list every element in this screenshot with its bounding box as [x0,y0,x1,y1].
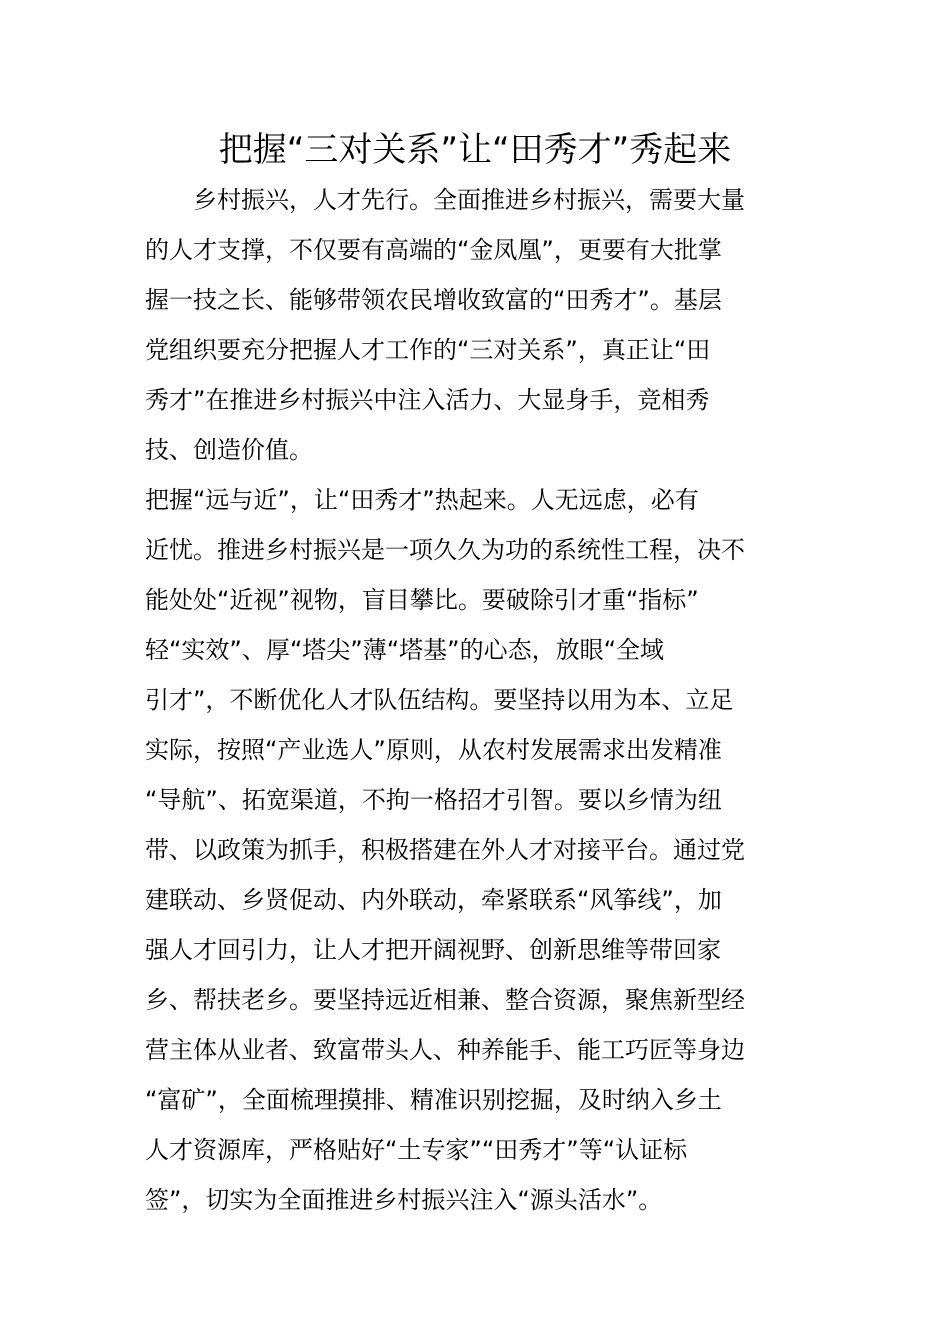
paragraph-line: 强人才回引力，让人才把开阔视野、创新思维等带回家 [145,936,721,964]
paragraph-line: 把握“远与近”，让“田秀才”热起来。人无远虑，必有 [145,486,699,514]
paragraph-line: 营主体从业者、致富带头人、种养能手、能工巧匠等身边 [145,1036,745,1064]
paragraph-line: 乡村振兴，人才先行。全面推进乡村振兴，需要大量 [145,186,745,214]
paragraph-line: 秀才”在推进乡村振兴中注入活力、大显身手，竞相秀 [145,386,710,414]
paragraph-line: 能处处“近视”视物，盲目攀比。要破除引才重“指标” [145,586,699,614]
paragraph-line: 实际，按照“产业选人”原则，从农村发展需求出发精准 [145,736,722,764]
paragraph-line: 技、创造价值。 [145,436,313,464]
paragraph-line: 引才”，不断优化人才队伍结构。要坚持以用为本、立足 [145,686,734,714]
paragraph-line: 签”，切实为全面推进乡村振兴注入“源头活水”。 [145,1186,663,1214]
paragraph-line: 握一技之长、能够带领农民增收致富的“田秀才”。基层 [145,286,722,314]
paragraph-line: 轻“实效”、厚“塔尖”薄“塔基”的心态，放眼“全域 [145,636,665,664]
paragraph-line: 乡、帮扶老乡。要坚持远近相兼、整合资源，聚焦新型经 [145,986,745,1014]
paragraph-line: 人才资源库，严格贴好“土专家”“田秀才”等“认证标 [145,1136,688,1164]
paragraph-line: 带、以政策为抓手，积极搭建在外人才对接平台。通过党 [145,836,745,864]
document-title: 把握“三对关系”让“田秀才”秀起来 [218,130,732,170]
paragraph-line: 建联动、乡贤促动、内外联动，牵紧联系“风筝线”，加 [145,886,722,914]
paragraph-line: 的人才支撑，不仅要有高端的“金凤凰”，更要有大批掌 [145,236,722,264]
paragraph-line: “富矿”，全面梳理摸排、精准识别挖掘，及时纳入乡土 [145,1086,722,1114]
paragraph-line: 近忧。推进乡村振兴是一项久久为功的系统性工程，决不 [145,536,745,564]
paragraph-line: 党组织要充分把握人才工作的“三对关系”，真正让“田 [145,336,711,364]
paragraph-line: “导航”、拓宽渠道，不拘一格招才引智。要以乡情为纽 [145,786,722,814]
